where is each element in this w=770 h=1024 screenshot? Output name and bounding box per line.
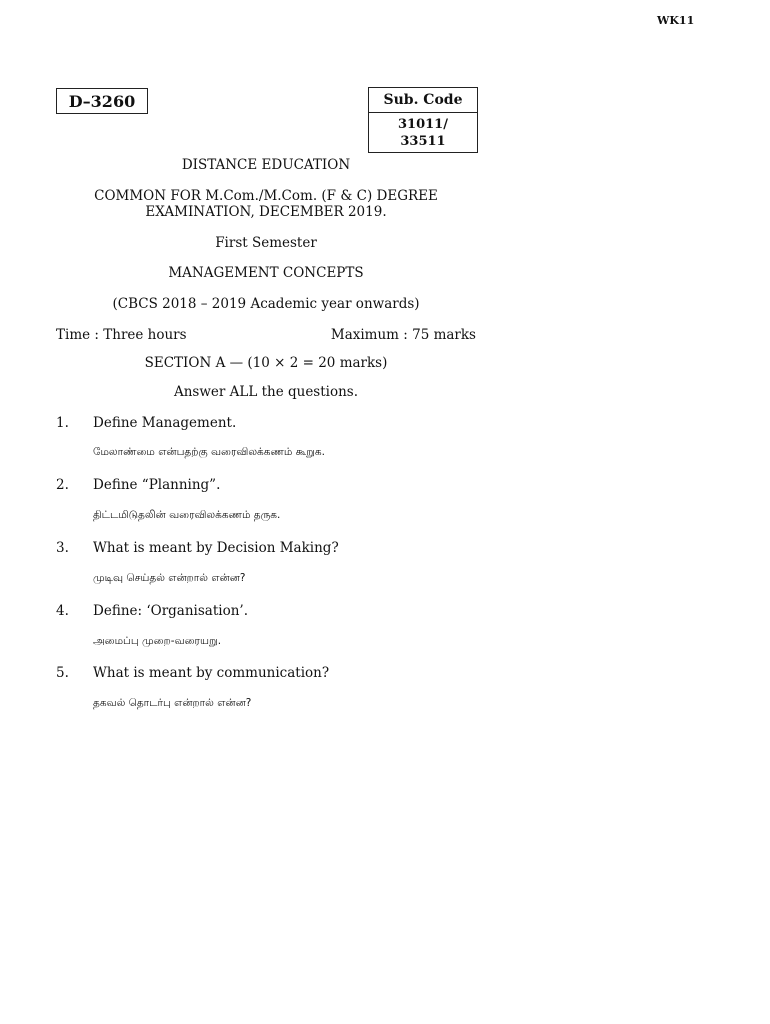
time-allowed: Time : Three hours	[56, 327, 187, 343]
scheme-line: (CBCS 2018 – 2019 Academic year onwards)	[112, 296, 420, 312]
question-number: 3.	[56, 540, 69, 556]
exam-info-row	[56, 327, 476, 343]
question-text: Define “Planning”.	[93, 477, 221, 493]
question-tamil: முடிவு செய்தல் என்றால் என்ன?	[93, 572, 246, 584]
question-number: 2.	[56, 477, 69, 493]
sub-code-box	[368, 87, 478, 153]
question-tamil: தகவல் தொடர்பு என்றால் என்ன?	[93, 697, 252, 709]
maximum-marks: Maximum : 75 marks	[330, 327, 476, 343]
question-text: What is meant by Decision Making?	[93, 540, 339, 556]
question-text: What is meant by communication?	[93, 665, 330, 681]
subject-title: MANAGEMENT CONCEPTS	[168, 265, 364, 281]
instruction: Answer ALL the questions.	[173, 384, 359, 400]
question-number: 1.	[56, 415, 69, 431]
question-tamil: திட்டமிடுதலின் வரைவிலக்கணம் தருக.	[93, 509, 281, 521]
paper-code-box	[56, 88, 148, 114]
question-tamil: அமைப்பு முறை-வரையறு.	[93, 635, 222, 647]
sub-code-line2: 33511	[400, 134, 446, 149]
corner-code: WK11	[657, 14, 695, 27]
section-heading: SECTION A — (10 × 2 = 20 marks)	[144, 355, 388, 371]
paper-code: D–3260	[68, 91, 136, 111]
question-number: 5.	[56, 665, 69, 681]
sub-code-label: Sub. Code	[369, 88, 477, 113]
title-exam-line: EXAMINATION, DECEMBER 2019.	[145, 204, 387, 220]
title-distance-education: DISTANCE EDUCATION	[181, 157, 351, 173]
question-tamil: மேலாண்மை என்பதற்கு வரைவிலக்கணம் கூறுக.	[93, 446, 325, 458]
question-text: Define Management.	[93, 415, 237, 431]
sub-code-line1: 31011/	[398, 117, 448, 132]
question-number: 4.	[56, 603, 69, 619]
question-text: Define: ‘Organisation’.	[93, 603, 248, 619]
semester: First Semester	[215, 235, 317, 251]
title-degree-line: COMMON FOR M.Com./M.Com. (F & C) DEGREE	[94, 188, 438, 204]
sub-code-values	[369, 113, 477, 150]
